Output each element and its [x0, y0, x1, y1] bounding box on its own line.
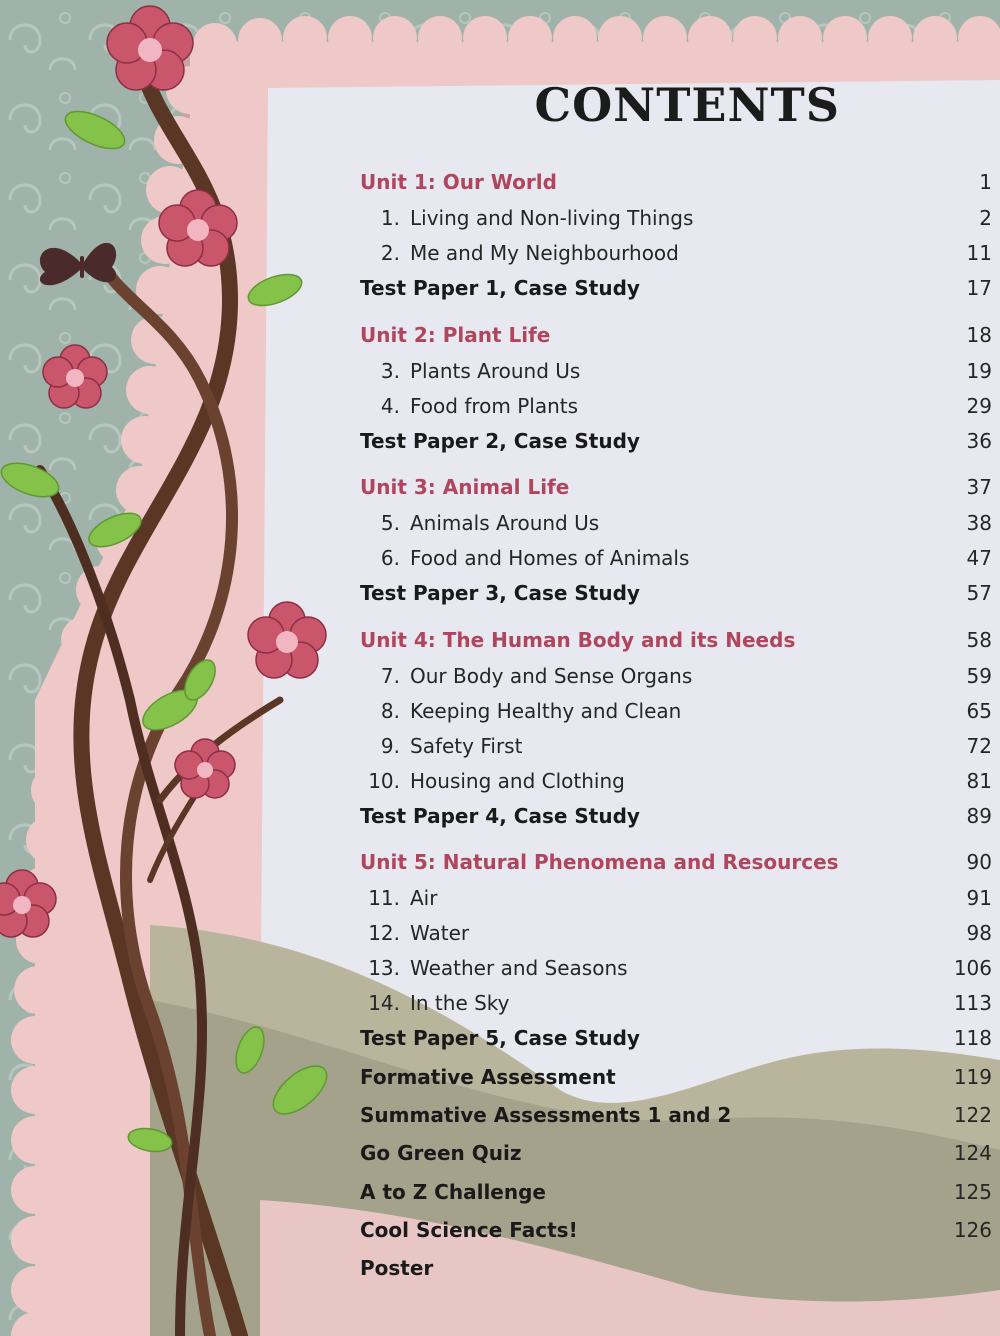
toc-chapter-number: 5. — [380, 511, 400, 535]
toc-page-number: 65 — [966, 699, 992, 723]
toc-entry-title: A to Z Challenge — [360, 1180, 546, 1204]
toc-entry-title: Test Paper 3, Case Study — [360, 581, 640, 605]
toc-entry-title: Water — [410, 921, 470, 945]
toc-entry-extra — [358, 1065, 992, 1095]
toc-page-number: 17 — [966, 276, 992, 300]
toc-entry-title: Unit 2: Plant Life — [360, 323, 551, 347]
toc-entry-title: Food from Plants — [410, 394, 579, 418]
toc-page-number: 124 — [953, 1141, 992, 1165]
toc-entry-title: Keeping Healthy and Clean — [410, 699, 682, 723]
toc-page-number: 113 — [953, 991, 992, 1015]
toc-entry-extra — [358, 1180, 992, 1210]
toc-page-number: 72 — [966, 734, 992, 758]
toc-entry-title: Me and My Neighbourhood — [410, 241, 679, 265]
toc-chapter-number: 9. — [380, 734, 400, 758]
toc-entry-title: Living and Non-living Things — [410, 206, 694, 230]
toc-page-number: 2 — [979, 206, 992, 230]
toc-entry-title: Weather and Seasons — [410, 956, 628, 980]
toc-page-number: 38 — [966, 511, 992, 535]
toc-entry-title: Animals Around Us — [410, 511, 600, 535]
toc-page-number: 125 — [953, 1180, 992, 1204]
toc-entry-extra — [358, 1141, 992, 1171]
toc-entry-title: Test Paper 4, Case Study — [360, 804, 640, 828]
toc-entry-title: Go Green Quiz — [360, 1141, 522, 1165]
toc-chapter-number: 11. — [368, 886, 400, 910]
toc-page-number: 89 — [966, 804, 992, 828]
toc-entry-title: Food and Homes of Animals — [410, 546, 690, 570]
toc-entry-title: Test Paper 1, Case Study — [360, 276, 640, 300]
toc-entry-extra — [358, 1103, 992, 1133]
toc-chapter-number: 7. — [380, 664, 400, 688]
toc-chapter-number: 14. — [368, 991, 400, 1015]
toc-entry-extra — [358, 1256, 992, 1286]
toc-entry-unit — [358, 850, 992, 880]
toc-chapter-number: 3. — [380, 359, 400, 383]
toc-entry-unit — [358, 323, 992, 353]
toc-entry-chapter — [358, 394, 992, 424]
toc-entry-title: Cool Science Facts! — [360, 1218, 578, 1242]
toc-page-number: 122 — [953, 1103, 992, 1127]
toc-chapter-number: 10. — [368, 769, 400, 793]
toc-chapter-number: 1. — [380, 206, 400, 230]
toc-entry-title: Unit 5: Natural Phenomena and Resources — [360, 850, 839, 874]
toc-page-number: 118 — [953, 1026, 992, 1050]
toc-entry-title: Unit 1: Our World — [360, 170, 557, 194]
toc-page-number: 37 — [966, 475, 992, 499]
toc-page-number: 91 — [966, 886, 992, 910]
toc-entry-title: Test Paper 5, Case Study — [360, 1026, 640, 1050]
toc-page-number: 1 — [979, 170, 992, 194]
page-title: CONTENTS — [534, 78, 840, 132]
toc-entry-chapter — [358, 991, 992, 1021]
toc-entry-extra — [358, 1218, 992, 1248]
toc-entry-chapter — [358, 886, 992, 916]
toc-entry-unit — [358, 628, 992, 658]
toc-entry-test — [358, 581, 992, 611]
toc-entry-chapter — [358, 699, 992, 729]
toc-page-number: 36 — [966, 429, 992, 453]
toc-chapter-number: 6. — [380, 546, 400, 570]
toc-entry-chapter — [358, 664, 992, 694]
toc-page-number: 98 — [966, 921, 992, 945]
toc-chapter-number: 4. — [380, 394, 400, 418]
toc-page-number: 19 — [966, 359, 992, 383]
toc-page-number: 106 — [953, 956, 992, 980]
toc-entry-title: Unit 3: Animal Life — [360, 475, 570, 499]
toc-entry-test — [358, 1026, 992, 1056]
toc-entry-test — [358, 804, 992, 834]
toc-entry-chapter — [358, 734, 992, 764]
toc-entry-title: Formative Assessment — [360, 1065, 616, 1089]
toc-page-number: 57 — [966, 581, 992, 605]
toc-page-number: 59 — [966, 664, 992, 688]
toc-page-number: 58 — [966, 628, 992, 652]
toc-entry-title: Safety First — [410, 734, 523, 758]
toc-chapter-number: 12. — [368, 921, 400, 945]
toc-page-number: 119 — [953, 1065, 992, 1089]
toc-entry-chapter — [358, 511, 992, 541]
toc-entry-chapter — [358, 546, 992, 576]
toc-entry-title: Air — [410, 886, 438, 910]
toc-entry-title: Unit 4: The Human Body and its Needs — [360, 628, 796, 652]
toc-entry-test — [358, 429, 992, 459]
toc-entry-unit — [358, 170, 992, 200]
toc-page-number: 81 — [966, 769, 992, 793]
toc-entry-title: Test Paper 2, Case Study — [360, 429, 640, 453]
toc-entry-title: Summative Assessments 1 and 2 — [360, 1103, 732, 1127]
toc-entry-title: Housing and Clothing — [410, 769, 625, 793]
toc-entry-title: Poster — [360, 1256, 434, 1280]
toc-entry-title: In the Sky — [410, 991, 510, 1015]
toc-entry-chapter — [358, 241, 992, 271]
toc-entry-chapter — [358, 769, 992, 799]
toc-entry-chapter — [358, 206, 992, 236]
toc-chapter-number: 2. — [380, 241, 400, 265]
toc-entry-chapter — [358, 956, 992, 986]
toc-page-number: 90 — [966, 850, 992, 874]
toc-chapter-number: 8. — [380, 699, 400, 723]
toc-chapter-number: 13. — [368, 956, 400, 980]
toc-page-number: 11 — [966, 241, 992, 265]
toc-entry-title: Our Body and Sense Organs — [410, 664, 693, 688]
toc-page-number: 126 — [953, 1218, 992, 1242]
toc-entry-unit — [358, 475, 992, 505]
toc-page-number: 29 — [966, 394, 992, 418]
toc-page-number: 47 — [966, 546, 992, 570]
toc-entry-chapter — [358, 359, 992, 389]
toc-entry-title: Plants Around Us — [410, 359, 581, 383]
toc-entry-chapter — [358, 921, 992, 951]
toc-entry-test — [358, 276, 992, 306]
toc-page-number: 18 — [966, 323, 992, 347]
